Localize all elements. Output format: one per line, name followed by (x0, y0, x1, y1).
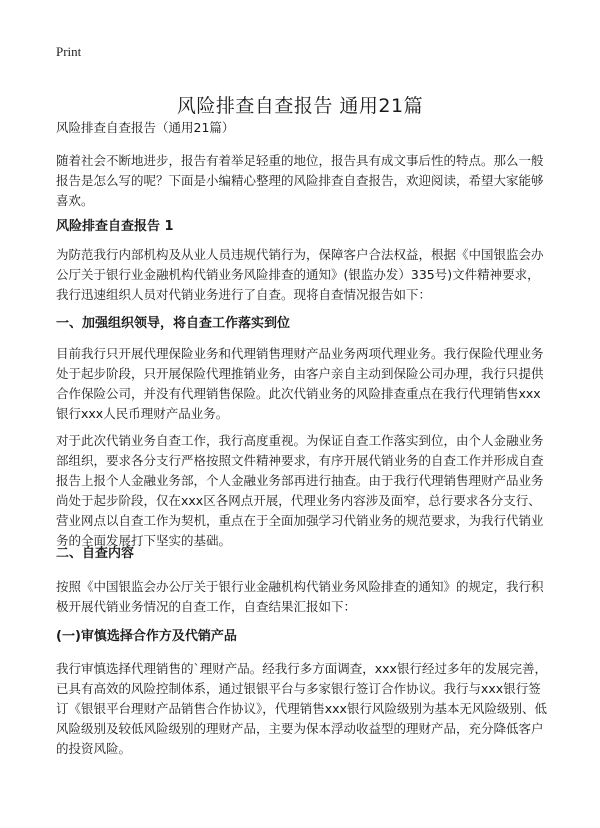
page-title: 风险排查自查报告 通用21篇 (176, 94, 424, 117)
report-1-heading: 风险排查自查报告 1 (56, 219, 174, 234)
section-2-paragraph: 按照《中国银监会办公厅关于银行业金融机构代销业务风险排查的通知》的规定，我行积极开展代销业务情况的自查工作，自查结果汇报如下： (56, 579, 544, 614)
document-subtitle: 风险排查自查报告（通用21篇） (56, 120, 235, 135)
section-1-paragraph-1: 目前我行只开展代理保险业务和代理销售理财产品业务两项代理业务。我行保险代理业务处于起步阶段，只开展保险代理推销业务，由客户亲自主动到保险公司办理，我行只提供合作保险公司，并没有代理销售保险。此次代销业务的风险排查重点在我行代理销售xxx银行xxx人民币理财产品业务。 (56, 346, 544, 421)
section-1-paragraph-2: 对于此次代销业务自查工作，我行高度重视。为保证自查工作落实到位，由个人金融业务部组织，要求各分支行严格按照文件精神要求，有序开展代销业务的自查工作并形成自查报告上报个人金融业务部，个人金融业务部再进行抽查。由于我行代理销售理财产品业务尚处于起步阶段，仅在xxx区各网点开展，代理业务内容涉及面窄，总行要求各分支行、营业网点以自查工作为契机，重点在于全面加强学习代销业务的规范要求，为我行代销业务的全面发展打下坚实的基础。 (56, 433, 544, 548)
print-label[interactable]: Print (56, 44, 82, 59)
subsection-1-paragraph: 我行审慎选择代理销售的`理财产品。经我行多方面调查，xxx银行经过多年的发展完善，已具有高效的风险控制体系，通过银银平台与多家银行签订合作协议。我行与xxx银行签订《银银平台理财产品销售合作协议》，代理销售xxx银行风险级别为基本无风险级别、低风险级别及较低风险级别的理财产品，主要为保本浮动收益型的理财产品，充分降低客户的投资风险。 (56, 661, 547, 756)
intro-paragraph: 随着社会不断地进步，报告有着举足轻重的地位，报告具有成文事后性的特点。那么一般报告是怎么写的呢？下面是小编精心整理的风险排查自查报告，欢迎阅读，希望大家能够喜欢。 (56, 153, 544, 208)
report-1-paragraph: 为防范我行内部机构及从业人员违规代销行为，保障客户合法权益，根据《中国银监会办公厅关于银行业金融机构代销业务风险排查的通知》(银监办发）335号)文件精神要求，我行迅速组织人员对代销业务进行了自查。现将自查情况报告如下： (56, 247, 544, 302)
section-2-heading: 二、自查内容 (56, 546, 135, 561)
subsection-1-heading: (一)审慎选择合作方及代销产品 (56, 629, 237, 644)
section-1-heading: 一、加强组织领导，将自查工作落实到位 (56, 316, 291, 331)
